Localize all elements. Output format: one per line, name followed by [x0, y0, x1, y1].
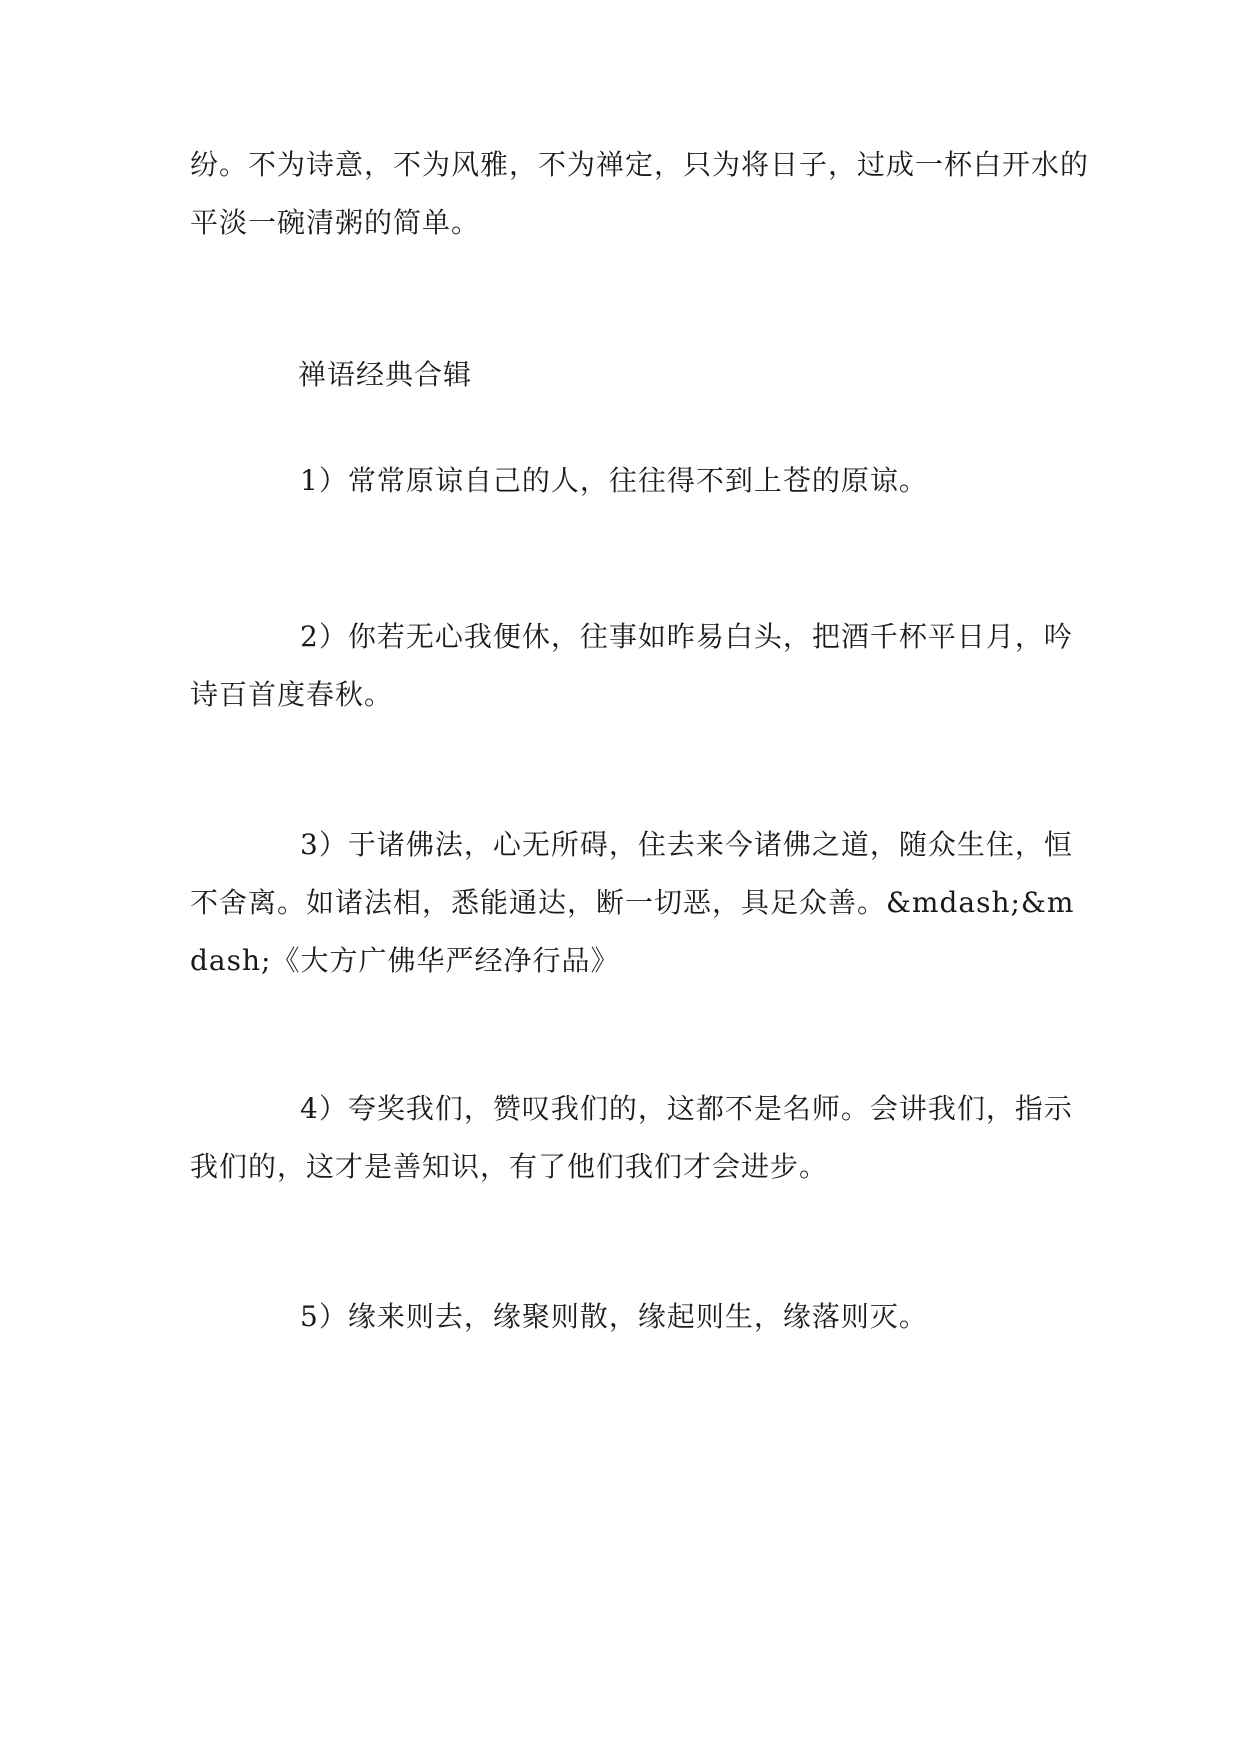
section-title: 禅语经典合辑	[298, 358, 473, 391]
list-item-4: 4）夸奖我们，赞叹我们的，这都不是名师。会讲我们，指示我们的，这才是善知识，有了他们我们才会进步。	[190, 1092, 1073, 1183]
list-item-5: 5）缘来则去，缘聚则散，缘起则生，缘落则灭。	[300, 1300, 928, 1333]
list-item-1: 1）常常原谅自己的人，往往得不到上苍的原谅。	[300, 464, 928, 497]
intro-paragraph: 纷。不为诗意，不为风雅，不为禅定，只为将日子，过成一杯白开水的平淡一碗清粥的简单。	[190, 148, 1090, 239]
list-item-3: 3）于诸佛法，心无所碍，住去来今诸佛之道，随众生住，恒不舍离。如诸法相，悉能通达，断一切恶，具足众善。&mdash;&mdash;《大方广佛华严经净行品》	[190, 828, 1075, 977]
list-item-2: 2）你若无心我便休，往事如昨易白头，把酒千杯平日月，吟诗百首度春秋。	[190, 620, 1073, 711]
